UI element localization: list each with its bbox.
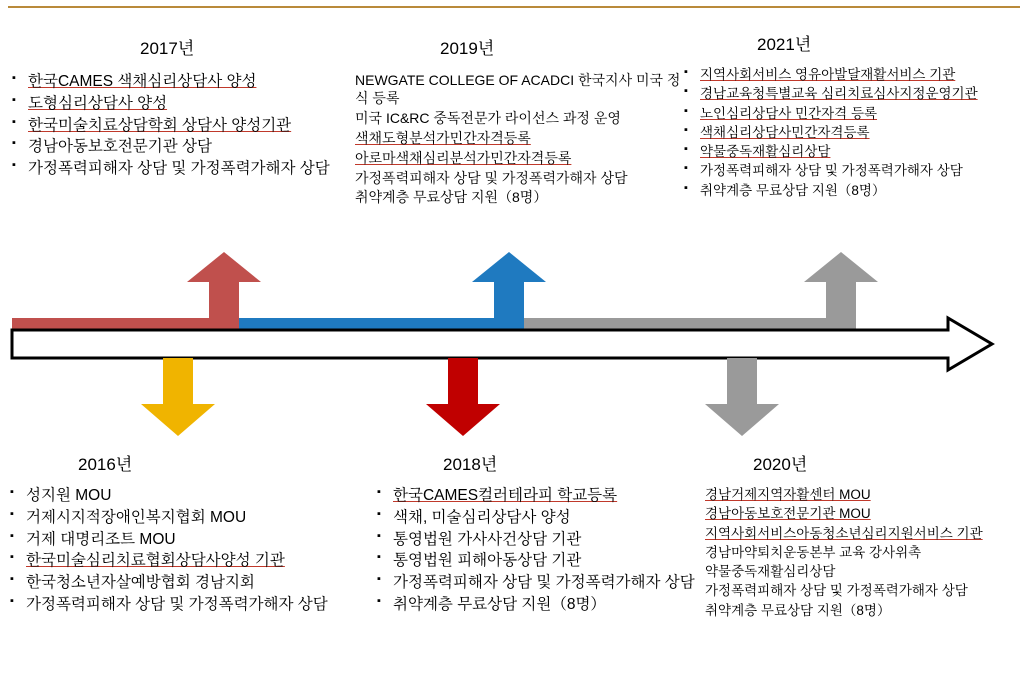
list-item: 색채도형분석가민간자격등록 — [355, 129, 531, 146]
list-item: NEWGATE COLLEGE OF ACADCI 한국지사 미국 정식 등록 — [355, 72, 681, 106]
year-label-2021: 2021년 — [757, 35, 812, 54]
list-item: ▪ 거제시지적장애인복지협회 MOU — [8, 508, 378, 528]
list-item: ▪ 경남아동보호전문기관 상담 — [10, 137, 350, 157]
list-item: 경남아동보호전문기관 MOU — [705, 506, 871, 522]
list-item: ▪ 가정폭력피해자 상담 및 가정폭력가해자 상담 — [375, 573, 700, 593]
list-item: 아로마색채심리분석가민간자격등록 — [355, 149, 572, 166]
list-item: ▪ 성지원 MOU — [8, 486, 378, 506]
list-item: 취약계층 무료상담 지원（8명） — [355, 189, 548, 206]
list-2020 — [705, 486, 1025, 621]
list-item: 약물중독재활심리상담 — [705, 564, 836, 580]
list-item: ▪ 한국CAMES 색채심리상담사 양성 — [10, 72, 350, 92]
list-item: 취약계층 무료상담 지원（8명） — [705, 602, 891, 618]
list-item: ▪ 도형심리상담사 양성 — [10, 94, 350, 114]
list-item: ▪ 색채, 미술심리상담사 양성 — [375, 508, 700, 528]
list-item: ▪ 취약계층 무료상담 지원（8명） — [682, 182, 1027, 199]
list-2021 — [682, 66, 1027, 201]
list-item: 가정폭력피해자 상담 및 가정폭력가해자 상담 — [705, 583, 968, 599]
list-2017 — [10, 72, 350, 181]
list-2018 — [375, 486, 700, 617]
list-2016 — [8, 486, 378, 617]
list-item: ▪ 거제 대명리조트 MOU — [8, 530, 378, 550]
list-item: ▪ 한국CAMES컬러테라피 학교등록 — [375, 486, 700, 506]
list-item: ▪ 가정폭력피해자 상담 및 가정폭력가해자 상담 — [8, 595, 378, 615]
list-item: ▪ 가정폭력피해자 상담 및 가정폭력가해자 상담 — [10, 159, 350, 179]
list-item: ▪ 한국청소년자살예방협회 경남지회 — [8, 573, 378, 593]
arrow-2019 — [239, 252, 546, 348]
arrow-2016 — [12, 358, 215, 436]
list-item: 경남마약퇴치운동본부 교육 강사위촉 — [705, 544, 922, 560]
top-divider-rule — [8, 6, 1020, 8]
year-label-2017: 2017년 — [140, 39, 195, 58]
year-label-2016: 2016년 — [78, 455, 133, 474]
list-item: ▪ 가정폭력피해자 상담 및 가정폭력가해자 상담 — [682, 162, 1027, 179]
list-item: ▪ 지역사회서비스 영유아발달재활서비스 기관 — [682, 66, 1027, 83]
main-axis-arrow — [12, 318, 992, 370]
list-item: 지역사회서비스아동청소년심리지원서비스 기관 — [705, 525, 983, 541]
year-label-2018: 2018년 — [443, 455, 498, 474]
list-item: 가정폭력피해자 상담 및 가정폭력가해자 상담 — [355, 169, 628, 186]
list-item: ▪ 경남교육청특별교육 심리치료심사지정운영기관 — [682, 85, 1027, 102]
list-item: ▪ 취약계층 무료상담 지원（8명） — [375, 595, 700, 615]
arrow-2021 — [524, 252, 878, 348]
list-item: 미국 IC&RC 중독전문가 라이선스 과정 운영 — [355, 109, 621, 126]
list-item: ▪ 약물중독재활심리상담 — [682, 143, 1027, 160]
year-label-2019: 2019년 — [440, 39, 495, 58]
list-item: ▪ 한국미술치료상담학회 상담사 양성기관 — [10, 116, 350, 136]
list-item: ▪ 색채심리상담사민간자격등록 — [682, 124, 1027, 141]
year-label-2020: 2020년 — [753, 455, 808, 474]
arrow-2017 — [12, 252, 261, 348]
list-item: ▪ 통영법원 가사사건상담 기관 — [375, 530, 700, 550]
arrow-2018 — [193, 358, 500, 436]
list-item: ▪ 통영법원 피해아동상담 기관 — [375, 551, 700, 571]
list-item: ▪ 노인심리상담사 민간자격 등록 — [682, 105, 1027, 122]
list-2019 — [355, 72, 685, 209]
arrow-2020 — [478, 358, 779, 436]
list-item: ▪ 한국미술심리치료협회상담사양성 기관 — [8, 551, 378, 571]
list-item: 경남거제지역자활센터 MOU — [705, 487, 871, 502]
